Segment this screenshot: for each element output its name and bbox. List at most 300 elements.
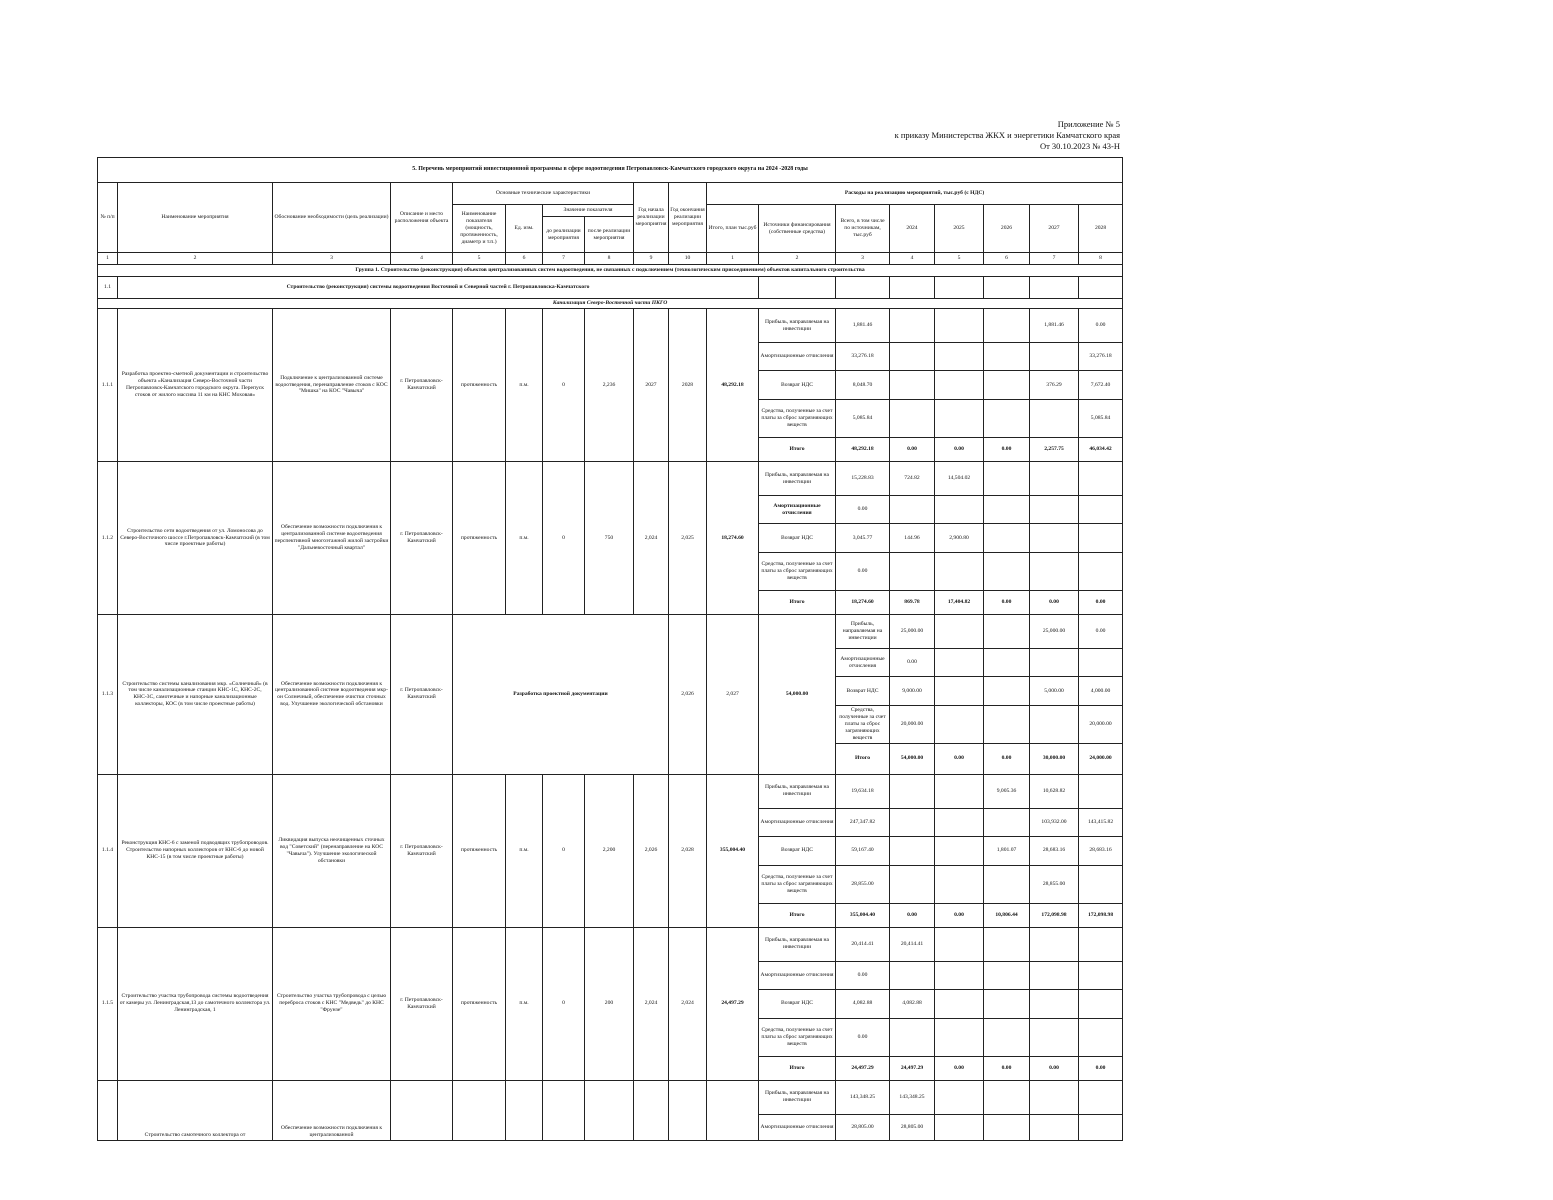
amount-cell: 1,801.07 (984, 836, 1030, 865)
project-value-after: 750 (585, 462, 634, 615)
project-location: г. Петропавловск-Камчатский (391, 774, 453, 927)
project-reason: Подключение к централизованной системе водоотведения, перенаправление стоков с КОС "Мишка" на КОС "Чавыча" (273, 309, 391, 462)
col-2026-header: 2026 (984, 205, 1030, 253)
amount-cell (1079, 989, 1123, 1018)
amount-cell: 14,504.02 (935, 462, 984, 496)
project-param: протяженность (453, 462, 506, 615)
project-reason: Обеспечение возможности подключения к централизованной (273, 1080, 391, 1140)
amount-cell (935, 865, 984, 903)
col-2027-header: 2027 (1030, 205, 1079, 253)
funding-source: Итого (759, 438, 836, 462)
funding-source: Возврат НДС (759, 371, 836, 400)
amount-cell (1030, 961, 1079, 989)
empty-cell (669, 1080, 707, 1140)
col-expenses-header: Расходы на реализацию мероприятий, тыс.руб (с НДС) (707, 183, 1123, 205)
amount-cell: 28,855.00 (1030, 865, 1079, 903)
amount-cell: 0.00 (1079, 309, 1123, 343)
amount-cell (984, 524, 1030, 553)
amount-cell: 172,098.98 (1030, 903, 1079, 927)
amount-cell: 25,000.00 (890, 615, 935, 649)
col-before-header: до реализации мероприятия (543, 217, 585, 253)
col-num-header: № п/п (98, 183, 118, 253)
amount-cell (984, 677, 1030, 706)
amount-cell (935, 1080, 984, 1114)
project-unit: п.м. (506, 774, 543, 927)
amount-cell (1030, 1018, 1079, 1056)
project-unit: п.м. (506, 927, 543, 1080)
amount-cell: 15,228.83 (836, 462, 890, 496)
amount-cell (1079, 553, 1123, 591)
table-row (98, 462, 1123, 496)
col-param-header: Наименование показателя (мощность, протяженность, диаметр и т.п.) (453, 205, 506, 253)
amount-cell (890, 808, 935, 836)
amount-cell (1030, 649, 1079, 677)
amount-cell: 144.96 (890, 524, 935, 553)
amount-cell: 3,045.77 (836, 524, 890, 553)
amount-cell: 0.00 (984, 438, 1030, 462)
amount-cell (984, 865, 1030, 903)
project-value-before: 0 (543, 927, 585, 1080)
amount-cell: 0.00 (890, 903, 935, 927)
project-value-before: 0 (543, 462, 585, 615)
amount-cell: 59,167.40 (836, 836, 890, 865)
amount-cell (935, 989, 984, 1018)
amount-cell (890, 400, 935, 438)
project-location: г. Петропавловск-Камчатский (391, 462, 453, 615)
project-year-end: 2,025 (669, 462, 707, 615)
column-number: 6 (506, 253, 543, 265)
project-value-before: 0 (543, 309, 585, 462)
amount-cell (984, 927, 1030, 961)
project-value-after: 2,236 (585, 309, 634, 462)
amount-cell (890, 961, 935, 989)
project-value-after: 2,200 (585, 774, 634, 927)
amount-cell (935, 1114, 984, 1140)
amount-cell (984, 989, 1030, 1018)
funding-source: Амортизационные отчисления (759, 1114, 836, 1140)
project-name: Строительство сети водоотведения от ул. Ломоносова до Северо-Восточного шоссе г.Петропавловск-Камчатский (в том числе проектные работы) (118, 462, 273, 615)
column-number: 5 (935, 253, 984, 265)
amount-cell (1030, 989, 1079, 1018)
amount-cell (1079, 1080, 1123, 1114)
col-source-header: Источники финансирования (собственные средства) (759, 205, 836, 253)
amount-cell: 0.00 (890, 438, 935, 462)
amount-cell: 0.00 (836, 553, 890, 591)
amount-cell: 2,257.75 (1030, 438, 1079, 462)
project-name: Строительство системы канализования мкр. «Солнечный» (в том числе канализационные станции КНС-1С, КНС-2С, КНС-3С, самотечные и напорные канализационные коллекторы, КОС (в том числе проектные работы) (118, 615, 273, 775)
amount-cell: 18,274.60 (836, 591, 890, 615)
project-total: 355,004.40 (707, 774, 759, 927)
column-number: 2 (118, 253, 273, 265)
amount-cell: 724.82 (890, 462, 935, 496)
project-reason: Ликвидация выпуска неочищенных сточных вод "Советский" (перенаправление на КОС "Чавыча"). Улучшение экологической обстановки (273, 774, 391, 927)
funding-source: Прибыль, направляемая на инвестиции (759, 927, 836, 961)
amount-cell (1030, 400, 1079, 438)
amount-cell (1079, 649, 1123, 677)
project-number: 1.1.3 (98, 615, 118, 775)
amount-cell: 4,082.88 (836, 989, 890, 1018)
funding-source: Итого (836, 744, 890, 775)
empty-cell (506, 1080, 543, 1140)
amount-cell (1079, 1114, 1123, 1140)
amount-cell: 48,292.18 (836, 438, 890, 462)
funding-source: Прибыль, направляемая на инвестиции (759, 309, 836, 343)
amount-cell (984, 1018, 1030, 1056)
amount-cell: 0.00 (935, 1056, 984, 1080)
col-all-header: Всего, в том числе по источникам, тыс.руб (836, 205, 890, 253)
subgroup-title: Строительство (реконструкция) системы водоотведения Восточной и Северной частей г. Петропавловска-Камчатского (118, 277, 759, 299)
amount-cell (984, 343, 1030, 371)
project-year-start: 2,026 (669, 615, 707, 775)
amount-cell (984, 706, 1030, 744)
empty-cell (453, 1080, 506, 1140)
amount-cell (890, 343, 935, 371)
project-number: 1.1.5 (98, 927, 118, 1080)
project-year-start: 2,024 (634, 462, 669, 615)
amount-cell (935, 615, 984, 649)
amount-cell: 46,034.42 (1079, 438, 1123, 462)
amount-cell: 0.00 (935, 438, 984, 462)
amount-cell (935, 961, 984, 989)
amount-cell (890, 553, 935, 591)
project-unit: п.м. (506, 462, 543, 615)
col-unit-header: Ед. изм. (506, 205, 543, 253)
project-year-start: 2027 (634, 309, 669, 462)
amount-cell: 30,000.00 (1030, 744, 1079, 775)
amount-cell (890, 1018, 935, 1056)
investment-program-table (97, 157, 1123, 1141)
amount-cell (1030, 524, 1079, 553)
amount-cell (890, 774, 935, 808)
col-year-start-header: Год начала реализации мероприятия (634, 183, 669, 253)
amount-cell (984, 309, 1030, 343)
column-number: 8 (1079, 253, 1123, 265)
amount-cell (935, 677, 984, 706)
col-name-header: Наименование мероприятия (118, 183, 273, 253)
amount-cell (935, 808, 984, 836)
amount-cell: 1,881.46 (836, 309, 890, 343)
project-param: протяженность (453, 774, 506, 927)
project-reason: Строительство участка трубопровода с целью переброса стоков с КНС "Медведь" до КНС "Фрунзе" (273, 927, 391, 1080)
table-row (98, 774, 1123, 808)
amount-cell (935, 309, 984, 343)
amount-cell (935, 774, 984, 808)
amount-cell (984, 462, 1030, 496)
column-number: 7 (1030, 253, 1079, 265)
amount-cell: 33,276.18 (1079, 343, 1123, 371)
project-year-end: 2,028 (669, 774, 707, 927)
amount-cell (935, 553, 984, 591)
amount-cell (984, 649, 1030, 677)
amount-cell: 4,082.88 (890, 989, 935, 1018)
amount-cell: 9,000.00 (890, 677, 935, 706)
empty-cell (585, 1080, 634, 1140)
project-number: 1.1.4 (98, 774, 118, 927)
project-year-start: 2,026 (634, 774, 669, 927)
amount-cell (984, 496, 1030, 524)
amount-cell: 9,005.36 (984, 774, 1030, 808)
amount-cell: 19,634.18 (836, 774, 890, 808)
funding-source: Прибыль, направляемая на инвестиции (836, 615, 890, 649)
col-2024-header: 2024 (890, 205, 935, 253)
funding-source: Средства, полученные за счет платы за сброс загрязняющих веществ (759, 865, 836, 903)
amount-cell (1079, 927, 1123, 961)
amount-cell (935, 371, 984, 400)
project-value-after: 200 (585, 927, 634, 1080)
amount-cell: 2,900.80 (935, 524, 984, 553)
amount-cell (1079, 865, 1123, 903)
amount-cell (1079, 524, 1123, 553)
col-after-header: после реализации мероприятия (585, 217, 634, 253)
amount-cell (890, 371, 935, 400)
col-2025-header: 2025 (935, 205, 984, 253)
funding-source: Средства, полученные за счет платы за сброс загрязняющих веществ (836, 706, 890, 744)
appendix-label: Приложение № 5 (1057, 119, 1120, 129)
project-number (98, 1080, 118, 1140)
amount-cell: 0.00 (890, 649, 935, 677)
amount-cell: 20,414.41 (836, 927, 890, 961)
column-number: 9 (634, 253, 669, 265)
empty-cell (634, 1080, 669, 1140)
funding-source: Итого (759, 903, 836, 927)
amount-cell (935, 649, 984, 677)
amount-cell: 376.29 (1030, 371, 1079, 400)
column-number: 10 (669, 253, 707, 265)
amount-cell (1030, 706, 1079, 744)
project-total: 54,000.00 (759, 615, 836, 775)
amount-cell: 5,000.00 (1030, 677, 1079, 706)
amount-cell: 0.00 (984, 591, 1030, 615)
column-number: 2 (759, 253, 836, 265)
column-number: 1 (98, 253, 118, 265)
amount-cell (935, 927, 984, 961)
amount-cell (890, 496, 935, 524)
amount-cell: 0.00 (836, 496, 890, 524)
funding-source: Амортизационные отчисления (759, 808, 836, 836)
funding-source: Средства, полученные за счет платы за сброс загрязняющих веществ (759, 553, 836, 591)
table-row (98, 309, 1123, 343)
amount-cell (1030, 927, 1079, 961)
amount-cell: 247,347.82 (836, 808, 890, 836)
table-row (98, 615, 1123, 649)
amount-cell: 0.00 (1030, 1056, 1079, 1080)
amount-cell (935, 706, 984, 744)
amount-cell: 0.00 (984, 1056, 1030, 1080)
amount-cell (984, 615, 1030, 649)
amount-cell: 28,683.16 (1030, 836, 1079, 865)
project-location: г. Петропавловск-Камчатский (391, 615, 453, 775)
amount-cell (1079, 961, 1123, 989)
project-number: 1.1.1 (98, 309, 118, 462)
amount-cell: 5,085.84 (836, 400, 890, 438)
amount-cell: 24,497.29 (836, 1056, 890, 1080)
amount-cell: 7,672.40 (1079, 371, 1123, 400)
column-number: 8 (585, 253, 634, 265)
funding-source: Амортизационные отчисления (759, 496, 836, 524)
col-reason-header: Обоснование необходимости (цель реализации) (273, 183, 391, 253)
column-numbers-row (98, 253, 1123, 265)
amount-cell: 8,048.70 (836, 371, 890, 400)
table-row (98, 1080, 1123, 1114)
group-title: Группа 1. Строительство (реконструкция) объектов централизованных систем водоотведения, не связанных с подключением (технологическим присоединением) объектов капитального строительства (98, 265, 1123, 277)
amount-cell (1079, 462, 1123, 496)
column-number: 5 (453, 253, 506, 265)
section-title: Канализация Северо-Восточной части ПКГО (98, 299, 1123, 309)
amount-cell: 355,004.40 (836, 903, 890, 927)
project-name: Строительство участка трубопровода системы водоотведения от камеры ул. Ленинградская,13 до самотечного коллектора ул. Ленинградская, 1 (118, 927, 273, 1080)
funding-source: Итого (759, 1056, 836, 1080)
col-total-header: Итого, план тыс.руб (707, 205, 759, 253)
funding-source: Прибыль, направляемая на инвестиции (759, 462, 836, 496)
funding-source: Возврат НДС (759, 836, 836, 865)
amount-cell: 0.00 (1079, 615, 1123, 649)
column-number: 7 (543, 253, 585, 265)
funding-source: Возврат НДС (759, 989, 836, 1018)
funding-source: Средства, полученные за счет платы за сброс загрязняющих веществ (759, 1018, 836, 1056)
amount-cell (984, 961, 1030, 989)
amount-cell (1030, 1114, 1079, 1140)
amount-cell: 10,628.82 (1030, 774, 1079, 808)
amount-cell: 0.00 (984, 744, 1030, 775)
amount-cell: 0.00 (836, 1018, 890, 1056)
amount-cell: 54,000.00 (890, 744, 935, 775)
amount-cell: 20,414.41 (890, 927, 935, 961)
amount-cell: 143,348.25 (836, 1080, 890, 1114)
amount-cell (935, 496, 984, 524)
funding-source: Возврат НДС (836, 677, 890, 706)
amount-cell: 4,000.00 (1079, 677, 1123, 706)
amount-cell: 28,683.16 (1079, 836, 1123, 865)
order-reference: к приказу Министерства ЖКХ и энергетики Камчатского края (894, 130, 1120, 140)
order-date: От 30.10.2023 № 43-Н (1039, 141, 1120, 151)
amount-cell: 0.00 (935, 903, 984, 927)
amount-cell (1079, 1018, 1123, 1056)
project-design-note: Разработка проектной документации (453, 615, 669, 775)
amount-cell: 24,000.00 (1079, 744, 1123, 775)
col-2028-header: 2028 (1079, 205, 1123, 253)
amount-cell: 20,000.00 (1079, 706, 1123, 744)
project-total: 48,292.18 (707, 309, 759, 462)
amount-cell (890, 836, 935, 865)
project-location: г. Петропавловск-Камчатский (391, 927, 453, 1080)
amount-cell (935, 343, 984, 371)
column-number: 4 (890, 253, 935, 265)
table-title: 5. Перечень мероприятий инвестиционной программы в сфере водоотведения Петропавловск-Камчатского городского округа на 2024 -2028 годы (98, 158, 1123, 183)
empty-cell (391, 1080, 453, 1140)
amount-cell (1079, 774, 1123, 808)
amount-cell: 0.00 (935, 744, 984, 775)
project-name: Строительство самотечного коллектора от (118, 1080, 273, 1140)
column-number: 1 (707, 253, 759, 265)
subgroup-number: 1.1 (98, 277, 118, 299)
amount-cell (1079, 496, 1123, 524)
amount-cell: 143,415.82 (1079, 808, 1123, 836)
amount-cell (984, 1080, 1030, 1114)
project-year-end: 2028 (669, 309, 707, 462)
amount-cell (984, 1114, 1030, 1140)
funding-source: Амортизационные отчисления (836, 649, 890, 677)
project-reason: Обеспечение возможности подключения к централизованной системе водоотведения перспективной многоэтажной жилой застройки "Дальневосточный квартал" (273, 462, 391, 615)
amount-cell (890, 309, 935, 343)
empty-cell (707, 1080, 759, 1140)
project-reason: Обеспечение возможности подключения к централизованной системе водоотведения мкр-он Солнечный, обеспечение очистки сточных вод. Улучшение экологической обстановки (273, 615, 391, 775)
amount-cell (1030, 1080, 1079, 1114)
amount-cell: 869.78 (890, 591, 935, 615)
amount-cell (935, 1018, 984, 1056)
project-name: Разработка проектно-сметной документации и строительство объекта «Канализация Северо-Восточной части Петропавловск-Камчатского городского округа. Перепуск стоков от жилого массива 11 км на КНС Моховая» (118, 309, 273, 462)
column-number: 6 (984, 253, 1030, 265)
amount-cell (1030, 496, 1079, 524)
project-total: 18,274.60 (707, 462, 759, 615)
document-header (895, 119, 1120, 152)
funding-source: Прибыль, направляемая на инвестиции (759, 1080, 836, 1114)
project-total: 24,497.29 (707, 927, 759, 1080)
funding-source: Средства, полученные за счет платы за сброс загрязняющих веществ (759, 400, 836, 438)
amount-cell (984, 553, 1030, 591)
column-number: 3 (836, 253, 890, 265)
column-number: 3 (273, 253, 391, 265)
funding-source: Амортизационные отчисления (759, 961, 836, 989)
funding-source: Возврат НДС (759, 524, 836, 553)
amount-cell (890, 865, 935, 903)
col-location-header: Описание и место расположения объекта (391, 183, 453, 253)
amount-cell (1030, 462, 1079, 496)
project-param: протяженность (453, 927, 506, 1080)
project-param: протяженность (453, 309, 506, 462)
col-value-header: Значение показателя (543, 205, 634, 217)
amount-cell: 28,855.00 (836, 865, 890, 903)
column-number: 4 (391, 253, 453, 265)
amount-cell: 28,805.00 (890, 1114, 935, 1140)
amount-cell (935, 400, 984, 438)
amount-cell: 143,348.25 (890, 1080, 935, 1114)
project-year-start: 2,024 (634, 927, 669, 1080)
project-unit: п.м. (506, 309, 543, 462)
amount-cell: 0.00 (836, 961, 890, 989)
amount-cell: 20,000.00 (890, 706, 935, 744)
amount-cell: 10,806.44 (984, 903, 1030, 927)
amount-cell: 24,497.29 (890, 1056, 935, 1080)
col-year-end-header: Год окончания реализации мероприятия (669, 183, 707, 253)
amount-cell (984, 371, 1030, 400)
amount-cell: 28,805.00 (836, 1114, 890, 1140)
amount-cell (1030, 553, 1079, 591)
amount-cell: 0.00 (1030, 591, 1079, 615)
empty-cell (543, 1080, 585, 1140)
table-row (98, 927, 1123, 961)
amount-cell: 17,404.82 (935, 591, 984, 615)
amount-cell: 33,276.18 (836, 343, 890, 371)
funding-source: Прибыль, направляемая на инвестиции (759, 774, 836, 808)
col-tech-header: Основные технические характеристики (453, 183, 634, 205)
amount-cell (984, 400, 1030, 438)
project-year-end: 2,024 (669, 927, 707, 1080)
amount-cell (935, 836, 984, 865)
amount-cell: 25,000.00 (1030, 615, 1079, 649)
project-value-before: 0 (543, 774, 585, 927)
project-number: 1.1.2 (98, 462, 118, 615)
amount-cell (1030, 343, 1079, 371)
project-year-end: 2,027 (707, 615, 759, 775)
amount-cell: 103,932.00 (1030, 808, 1079, 836)
amount-cell: 0.00 (1079, 591, 1123, 615)
funding-source: Амортизационные отчисления (759, 343, 836, 371)
project-name: Реконструкция КНС-6 с заменой подводящих трубопроводов. Строительство напорных коллекторов от КНС-6 до новой КНС-15 (в том числе проектные работы) (118, 774, 273, 927)
amount-cell: 172,098.98 (1079, 903, 1123, 927)
amount-cell: 5,085.84 (1079, 400, 1123, 438)
amount-cell: 0.00 (1079, 1056, 1123, 1080)
funding-source: Итого (759, 591, 836, 615)
